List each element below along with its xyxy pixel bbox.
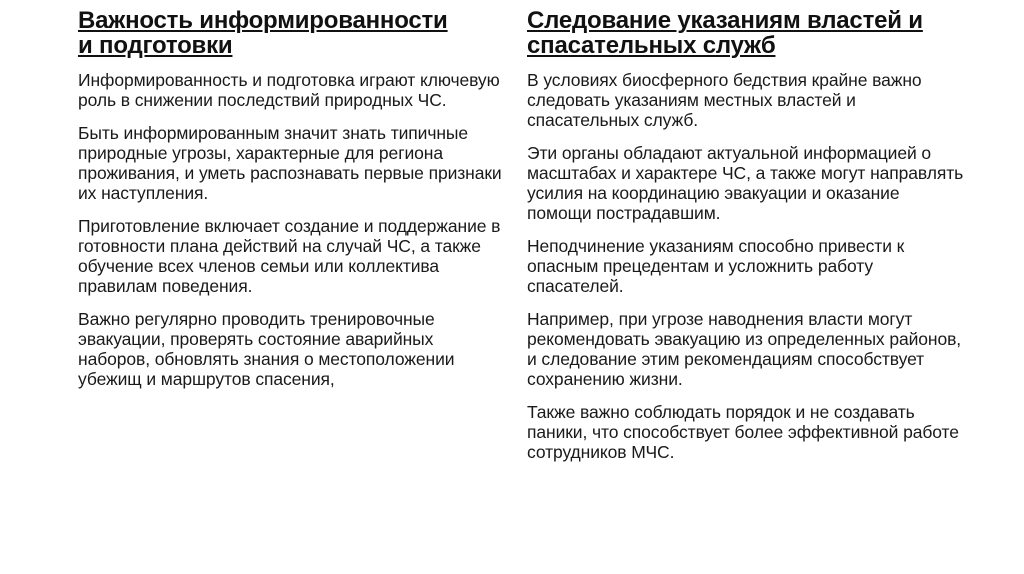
right-heading-line1: Следование указаниям властей и (527, 7, 923, 34)
right-paragraph-5: Также важно соблюдать порядок и не создавать паники, что способствует более эффективной работе сотрудников МЧС. (527, 402, 959, 462)
left-heading-line2: и подготовки (78, 32, 233, 59)
left-heading-line1: Важность информированности (78, 7, 448, 34)
right-paragraph-1: В условиях биосферного бедствия крайне важно следовать указаниям местных властей и спасательных служб. (527, 70, 922, 130)
left-paragraph-3: Приготовление включает создание и поддержание в готовности плана действий на случай ЧС, а также обучение всех членов семьи или коллектива правилам поведения. (78, 216, 501, 296)
right-paragraph-2: Эти органы обладают актуальной информацией о масштабах и характере ЧС, а также могут направлять усилия на координацию эвакуации и оказание помощи пострадавшим. (527, 143, 964, 223)
right-heading-line2: спасательных служб (527, 32, 776, 59)
right-column (527, 8, 967, 475)
right-paragraph-4: Например, при угрозе наводнения власти могут рекомендовать эвакуацию из определенных районов, и следование этим рекомендациям способствует сохранению жизни. (527, 309, 962, 389)
right-heading (527, 8, 967, 58)
left-paragraph-4: Важно регулярно проводить тренировочные эвакуации, проверять состояние аварийных наборов, обновлять знания о местоположении убежищ и маршрутов спасения, (78, 309, 455, 389)
left-paragraph-1: Информированность и подготовка играют ключевую роль в снижении последствий природных ЧС. (78, 70, 500, 110)
left-column (78, 8, 508, 402)
left-paragraph-2: Быть информированным значит знать типичные природные угрозы, характерные для региона проживания, и уметь распознавать первые признаки их наступления. (78, 123, 502, 203)
right-paragraph-3: Неподчинение указаниям способно привести к опасным прецедентам и усложнить работу спасателей. (527, 236, 905, 296)
left-heading (78, 8, 508, 58)
